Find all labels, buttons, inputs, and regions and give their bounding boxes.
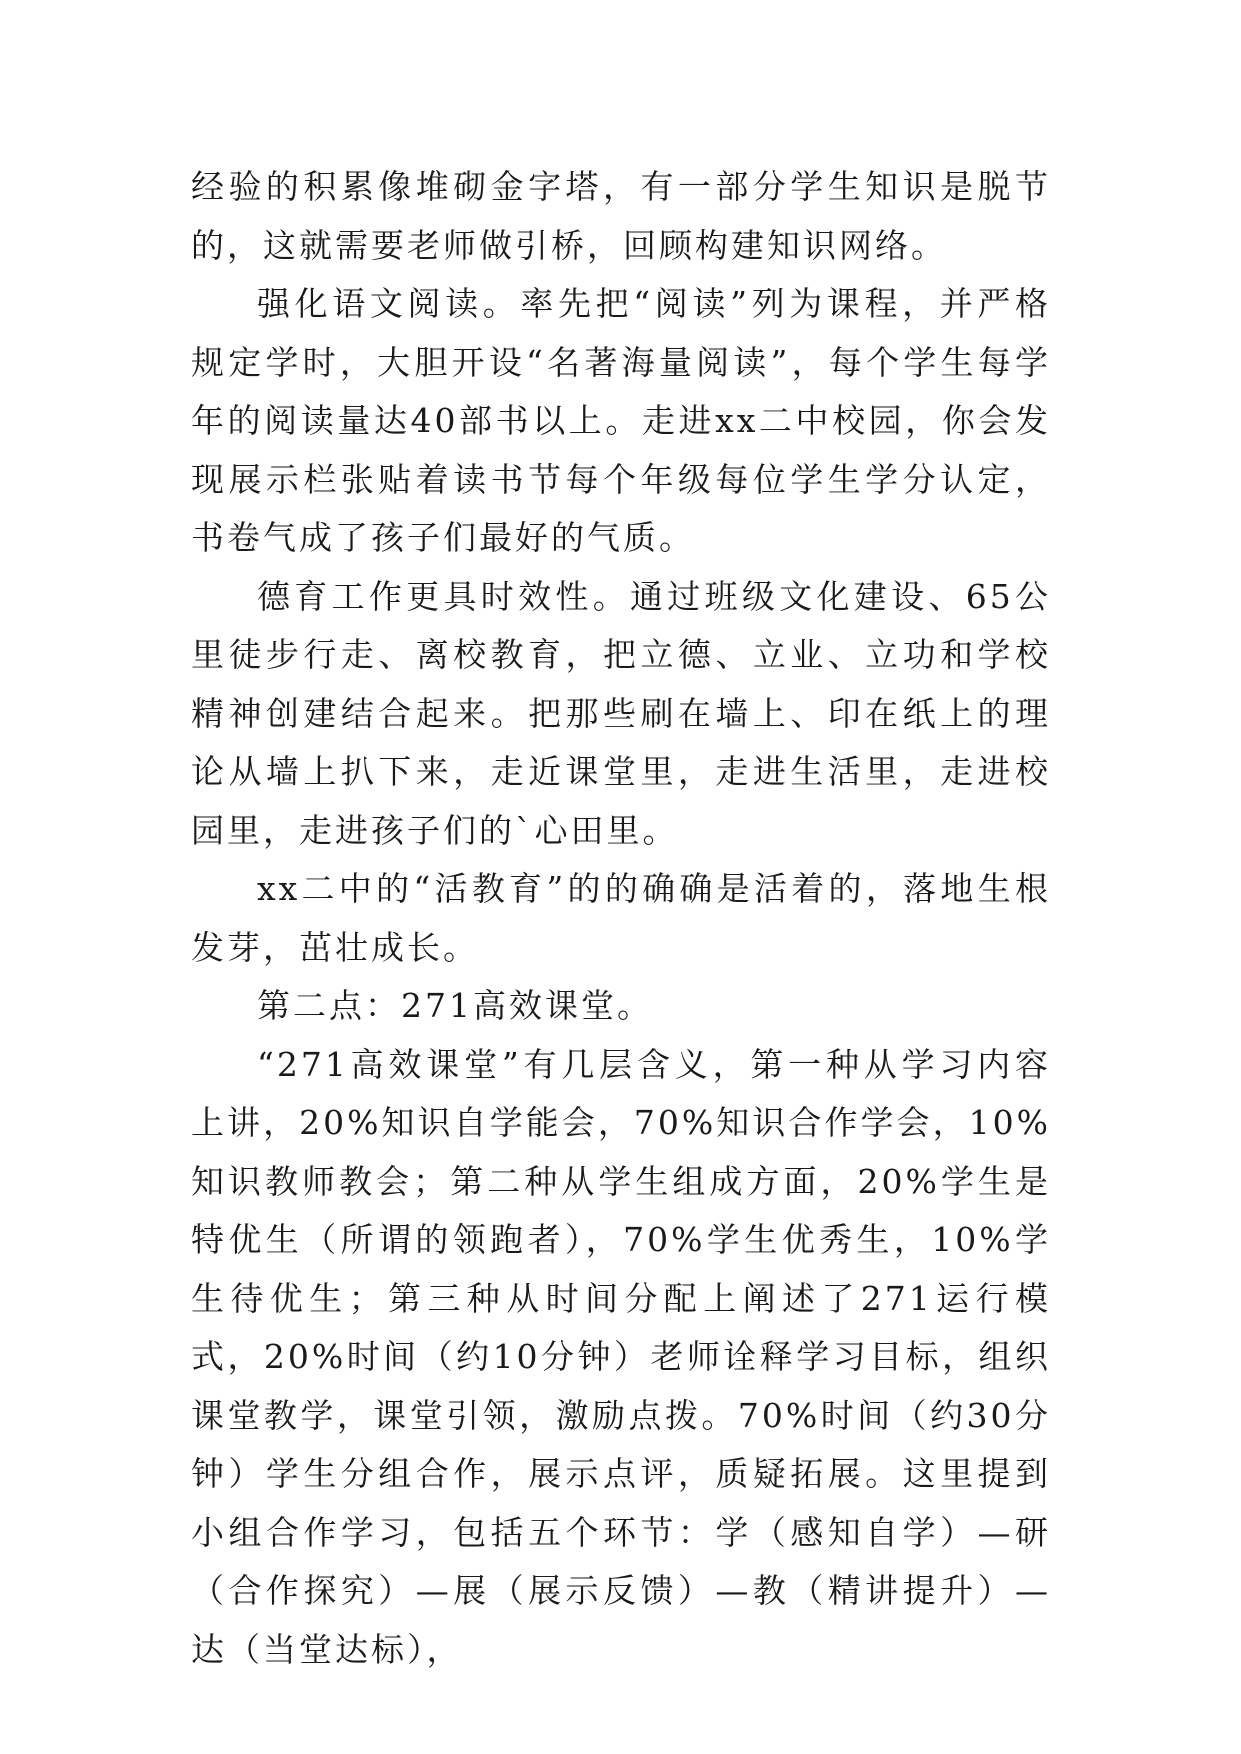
- document-body: [191, 158, 1051, 1679]
- paragraph-6: “271高效课堂”有几层含义，第一种从学习内容上讲，20%知识自学能会，70%知识合作学会，10%知识教师教会；第二种从学生组成方面，20%学生是特优生（所谓的领跑者），70%学生优秀生，10%学生待优生；第三种从时间分配上阐述了271运行模式，20%时间（约10分钟）老师诠释学习目标，组织课堂教学，课堂引领，激励点拨。70%时间（约30分钟）学生分组合作，展示点评，质疑拓展。这里提到小组合作学习，包括五个环节：学（感知自学）—研（合作探究）—展（展示反馈）—教（精讲提升）—达（当堂达标），: [191, 1044, 1051, 1669]
- paragraph-3: 德育工作更具时效性。通过班级文化建设、65公里徒步行走、离校教育，把立德、立业、立功和学校精神创建结合起来。把那些刷在墙上、印在纸上的理论从墙上扒下来，走近课堂里，走进生活里，走进校园里，走进孩子们的`心田里。: [191, 576, 1051, 850]
- paragraph-1: 经验的积累像堆砌金字塔，有一部分学生知识是脱节的，这就需要老师做引桥，回顾构建知识网络。: [191, 167, 1051, 265]
- paragraph-2: 强化语文阅读。率先把“阅读”列为课程，并严格规定学时，大胆开设“名著海量阅读”，每个学生每学年的阅读量达40部书以上。走进xx二中校园，你会发现展示栏张贴着读书节每个年级每位学生学分认定，书卷气成了孩子们最好的气质。: [191, 284, 1051, 557]
- paragraph-5-heading: 第二点：271高效课堂。: [257, 986, 653, 1025]
- paragraph-4: xx二中的“活教育”的的确确是活着的，落地生根发芽，茁壮成长。: [191, 869, 1051, 967]
